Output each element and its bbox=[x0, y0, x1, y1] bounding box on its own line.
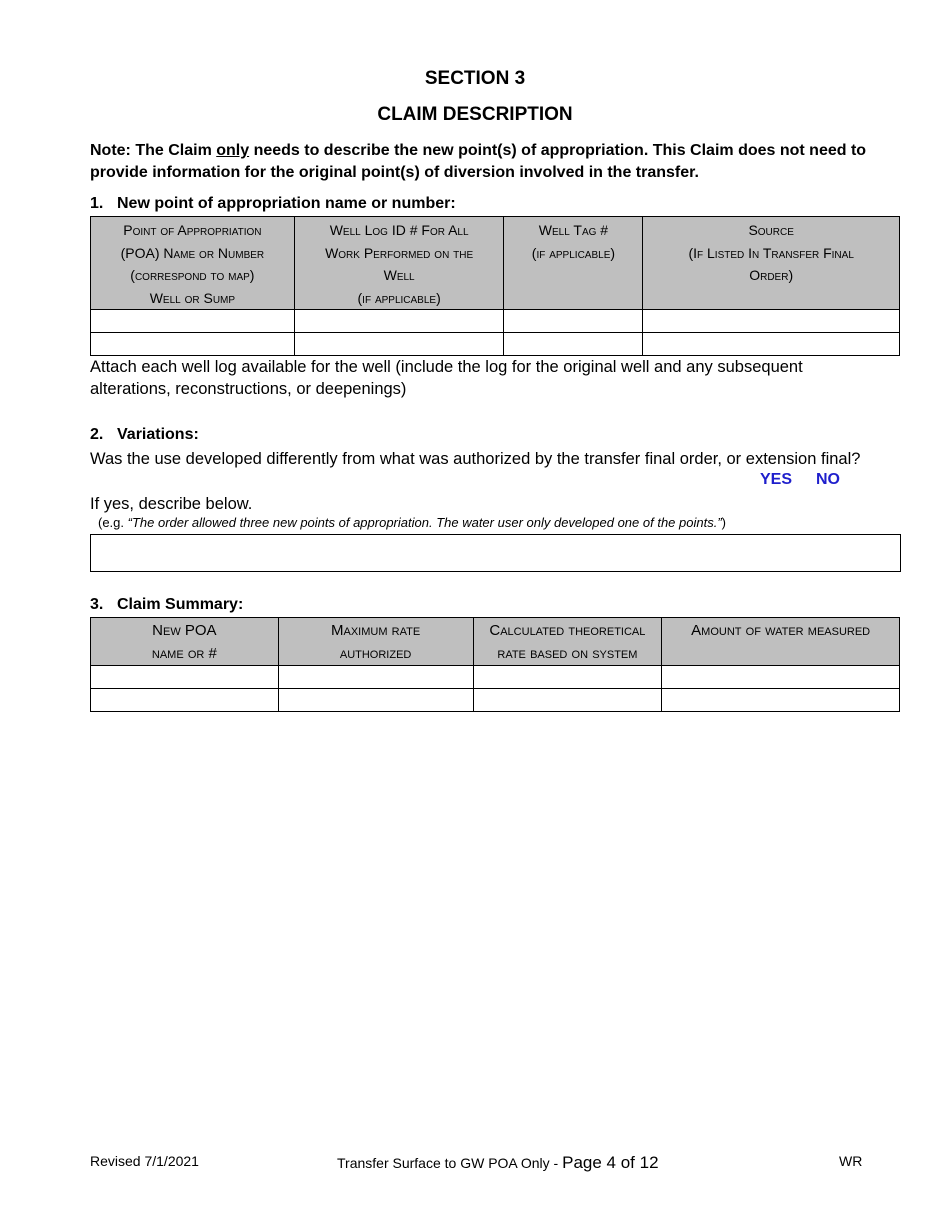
poa-table-header-row bbox=[91, 217, 900, 310]
table-row bbox=[91, 310, 900, 333]
q3-number: 3. bbox=[90, 596, 104, 613]
attach-instructions: Attach each well log available for the well (include the log for the original well and any subsequent alterations, reconstructions, or deepenings) bbox=[90, 358, 803, 398]
table-cell[interactable] bbox=[473, 666, 662, 689]
summary-table-header-row bbox=[91, 618, 900, 666]
doc-title: Transfer Surface to GW POA Only - bbox=[337, 1155, 563, 1171]
col-calculated-rate: Calculated theoretical rate based on system bbox=[473, 618, 662, 666]
q2-heading bbox=[90, 426, 199, 444]
col-amount-measured: Amount of water measured bbox=[662, 618, 900, 666]
q1-heading bbox=[90, 195, 456, 213]
q3-title: Claim Summary: bbox=[117, 596, 244, 613]
table-cell[interactable] bbox=[504, 333, 643, 356]
department-code: WR bbox=[839, 1153, 863, 1169]
footer-title bbox=[337, 1153, 659, 1173]
col-max-rate: Maximum rate authorized bbox=[278, 618, 473, 666]
yes-option[interactable]: YES bbox=[760, 471, 793, 488]
no-option[interactable]: NO bbox=[816, 471, 840, 488]
section-heading: SECTION 3 bbox=[424, 68, 526, 89]
table-cell[interactable] bbox=[91, 310, 295, 333]
q2-title: Variations: bbox=[117, 426, 199, 443]
example-text: (e.g. “The order allowed three new points of appropriation. The water user only developed one of the points.”) bbox=[98, 515, 726, 530]
col-new-poa: New POA name or # bbox=[91, 618, 279, 666]
q1-number: 1. bbox=[90, 195, 104, 212]
table-row bbox=[91, 333, 900, 356]
note-emphasis: only bbox=[216, 142, 250, 159]
col-source: Source (If Listed In Transfer Final Order) bbox=[643, 217, 900, 310]
note-suffix: needs to describe the new point(s) of appropriation. This Claim does not need to provide information for the original point(s) of diversion involved in the transfer. bbox=[90, 142, 867, 181]
table-row bbox=[91, 666, 900, 689]
q3-heading bbox=[90, 596, 243, 614]
note-prefix: Note: The Claim bbox=[90, 142, 217, 159]
table-cell[interactable] bbox=[91, 666, 279, 689]
table-cell[interactable] bbox=[294, 333, 504, 356]
page-number: Page 4 of 12 bbox=[562, 1153, 659, 1172]
table-cell[interactable] bbox=[91, 333, 295, 356]
note-paragraph bbox=[90, 140, 880, 184]
page-title: CLAIM DESCRIPTION bbox=[377, 104, 573, 125]
table-cell[interactable] bbox=[278, 666, 473, 689]
variation-question: Was the use developed differently from what was authorized by the transfer final order, or extension final? bbox=[90, 450, 861, 468]
table-cell[interactable] bbox=[662, 689, 900, 712]
table-cell[interactable] bbox=[643, 310, 900, 333]
revised-date: Revised 7/1/2021 bbox=[90, 1153, 199, 1169]
variation-description-field[interactable] bbox=[90, 534, 901, 572]
table-row bbox=[91, 689, 900, 712]
if-yes-instruction: If yes, describe below. bbox=[90, 495, 253, 513]
table-cell[interactable] bbox=[473, 689, 662, 712]
table-cell[interactable] bbox=[294, 310, 504, 333]
q2-number: 2. bbox=[90, 426, 104, 443]
col-well-log-id: Well Log ID # For All Work Performed on the Well (if applicable) bbox=[294, 217, 504, 310]
poa-table bbox=[90, 216, 900, 356]
claim-summary-table bbox=[90, 617, 900, 712]
table-cell[interactable] bbox=[91, 689, 279, 712]
table-cell[interactable] bbox=[643, 333, 900, 356]
table-cell[interactable] bbox=[662, 666, 900, 689]
table-cell[interactable] bbox=[278, 689, 473, 712]
col-poa-name: Point of Appropriation (POA) Name or Number (correspond to map) Well or Sump bbox=[91, 217, 295, 310]
table-cell[interactable] bbox=[504, 310, 643, 333]
col-well-tag: Well Tag # (if applicable) bbox=[504, 217, 643, 310]
q1-title: New point of appropriation name or number: bbox=[117, 195, 456, 212]
